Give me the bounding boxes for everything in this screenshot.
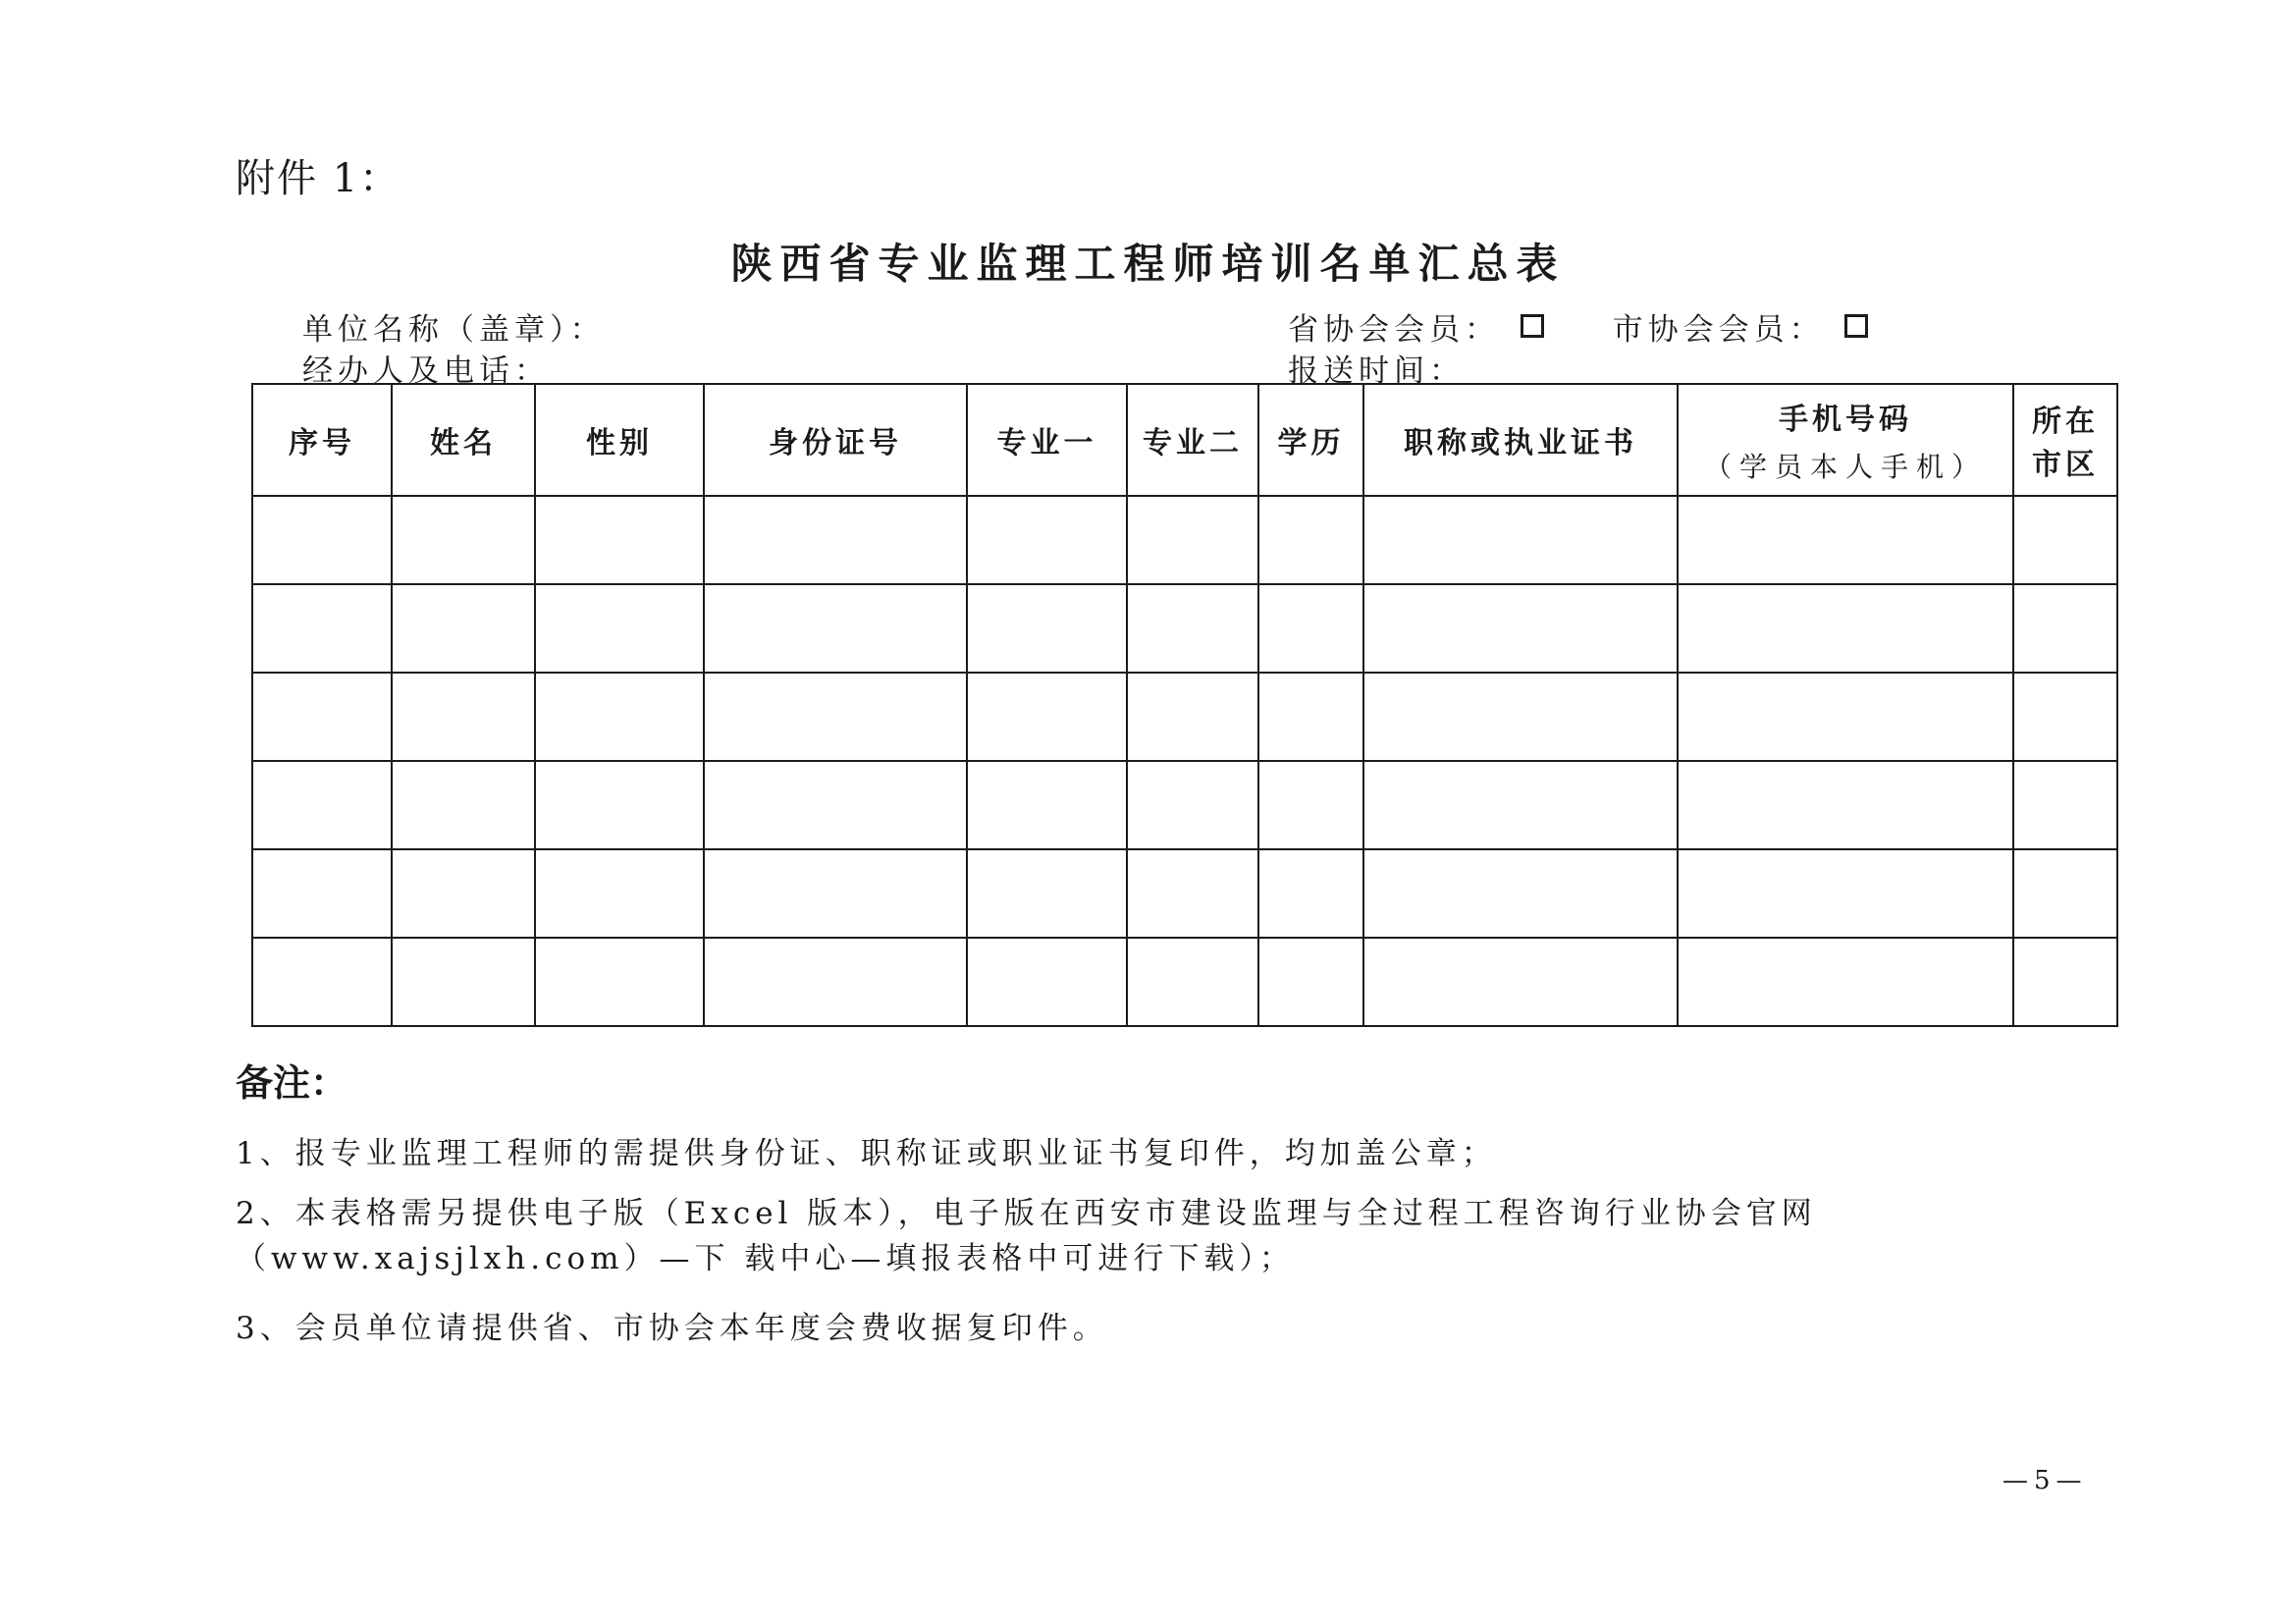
table-cell[interactable] <box>392 938 535 1026</box>
table-cell[interactable] <box>535 761 704 849</box>
table-cell[interactable] <box>2013 849 2117 938</box>
header-major-two: 专业二 <box>1127 384 1258 496</box>
roster-table <box>251 383 2118 1027</box>
header-district-line2: 市区 <box>2032 448 2099 482</box>
table-row <box>252 584 2117 673</box>
table-cell[interactable] <box>704 496 967 584</box>
table-cell[interactable] <box>2013 761 2117 849</box>
header-district-line1: 所在 <box>2032 405 2099 439</box>
document-title: 陕西省专业监理工程师培训名单汇总表 <box>730 240 1566 288</box>
table-cell[interactable] <box>392 496 535 584</box>
table-cell[interactable] <box>967 584 1127 673</box>
table-cell[interactable] <box>1258 761 1363 849</box>
table-cell[interactable] <box>1363 938 1678 1026</box>
table-cell[interactable] <box>252 496 392 584</box>
city-member-checkbox[interactable] <box>1844 314 1868 338</box>
table-cell[interactable] <box>1678 761 2013 849</box>
membership-field <box>1288 304 1868 349</box>
header-id-number: 身份证号 <box>704 384 967 496</box>
table-cell[interactable] <box>252 938 392 1026</box>
table-cell[interactable] <box>967 761 1127 849</box>
table-cell[interactable] <box>1678 673 2013 761</box>
unit-name-field <box>302 304 606 349</box>
table-cell[interactable] <box>535 849 704 938</box>
header-education: 学历 <box>1258 384 1363 496</box>
table-cell[interactable] <box>1258 673 1363 761</box>
header-gender: 性别 <box>535 384 704 496</box>
header-mobile-label: 手机号码 <box>1779 403 1912 437</box>
table-cell[interactable] <box>252 849 392 938</box>
table-cell[interactable] <box>252 761 392 849</box>
provincial-member-checkbox[interactable] <box>1521 314 1544 338</box>
header-name: 姓名 <box>392 384 535 496</box>
table-cell[interactable] <box>392 761 535 849</box>
table-cell[interactable] <box>2013 584 2117 673</box>
table-cell[interactable] <box>392 584 535 673</box>
attachment-label: 附件 1： <box>236 156 401 201</box>
table-cell[interactable] <box>1678 496 2013 584</box>
submit-time-label: 报送时间： <box>1288 353 1465 389</box>
table-cell[interactable] <box>704 849 967 938</box>
table-cell[interactable] <box>967 849 1127 938</box>
page-number: —5— <box>2002 1466 2088 1495</box>
table-cell[interactable] <box>252 673 392 761</box>
table-cell[interactable] <box>1127 584 1258 673</box>
remark-item: 2、本表格需另提供电子版（Excel 版本），电子版在西安市建设监理与全过程工程咨询行业协会官网（www.xajsjlxh.com）—下 载中心—填报表格中可进行下载）； <box>236 1196 1817 1276</box>
table-cell[interactable] <box>967 938 1127 1026</box>
table-cell[interactable] <box>392 849 535 938</box>
table-cell[interactable] <box>2013 496 2117 584</box>
table-cell[interactable] <box>1127 496 1258 584</box>
table-cell[interactable] <box>535 496 704 584</box>
table-cell[interactable] <box>1678 584 2013 673</box>
provincial-member-label: 省协会会员： <box>1288 312 1500 348</box>
unit-name-label: 单位名称（盖章）： <box>302 312 606 348</box>
roster-body <box>252 496 2117 1026</box>
table-cell[interactable] <box>535 673 704 761</box>
header-row <box>252 384 2117 496</box>
remarks-heading: 备注： <box>236 1061 348 1105</box>
city-member-label: 市协会会员： <box>1612 312 1825 348</box>
table-cell[interactable] <box>967 673 1127 761</box>
table-cell[interactable] <box>1363 584 1678 673</box>
table-cell[interactable] <box>1127 761 1258 849</box>
table-cell[interactable] <box>2013 673 2117 761</box>
table-cell[interactable] <box>1127 849 1258 938</box>
table-cell[interactable] <box>1678 849 2013 938</box>
table-row <box>252 938 2117 1026</box>
remark-item: 3、会员单位请提供省、市协会本年度会费收据复印件。 <box>236 1311 1108 1346</box>
table-cell[interactable] <box>1363 849 1678 938</box>
table-cell[interactable] <box>1127 673 1258 761</box>
table-cell[interactable] <box>1258 496 1363 584</box>
header-district <box>2013 384 2117 496</box>
header-serial: 序号 <box>252 384 392 496</box>
table-cell[interactable] <box>704 584 967 673</box>
table-cell[interactable] <box>535 584 704 673</box>
table-cell[interactable] <box>1363 673 1678 761</box>
table-cell[interactable] <box>2013 938 2117 1026</box>
header-mobile <box>1678 384 2013 496</box>
table-cell[interactable] <box>1258 938 1363 1026</box>
header-major-one: 专业一 <box>967 384 1127 496</box>
table-cell[interactable] <box>704 761 967 849</box>
table-cell[interactable] <box>1127 938 1258 1026</box>
table-cell[interactable] <box>1258 849 1363 938</box>
table-cell[interactable] <box>252 584 392 673</box>
header-title-certificate: 职称或执业证书 <box>1363 384 1678 496</box>
table-row <box>252 496 2117 584</box>
table-cell[interactable] <box>1258 584 1363 673</box>
table-cell[interactable] <box>1678 938 2013 1026</box>
remark-item: 1、报专业监理工程师的需提供身份证、职称证或职业证书复印件，均加盖公章； <box>236 1136 1497 1171</box>
table-cell[interactable] <box>1363 496 1678 584</box>
table-cell[interactable] <box>392 673 535 761</box>
table-cell[interactable] <box>967 496 1127 584</box>
table-cell[interactable] <box>704 673 967 761</box>
table-cell[interactable] <box>1363 761 1678 849</box>
table-row <box>252 673 2117 761</box>
handler-phone-label: 经办人及电话： <box>302 353 550 389</box>
table-row <box>252 849 2117 938</box>
table-cell[interactable] <box>535 938 704 1026</box>
table-cell[interactable] <box>704 938 967 1026</box>
table-row <box>252 761 2117 849</box>
header-mobile-note: （学员本人手机） <box>1703 451 1987 483</box>
